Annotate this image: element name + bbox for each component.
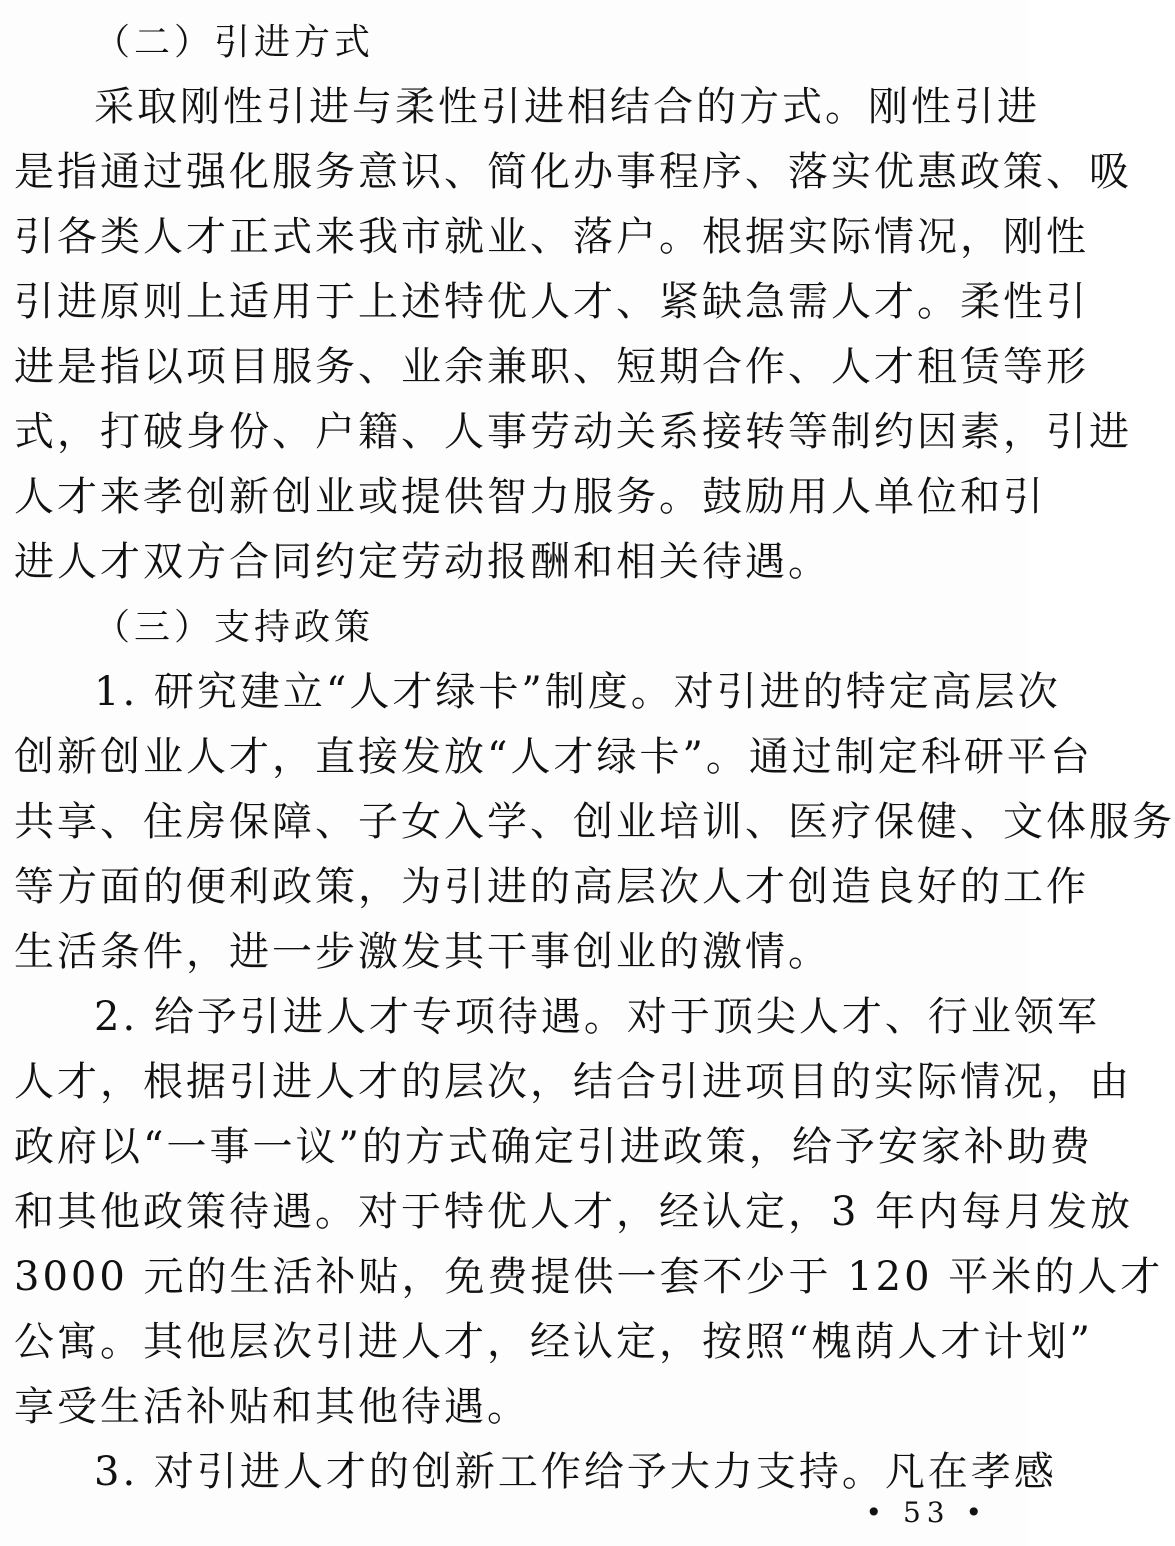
paragraph-line: 3. 对引进人才的创新工作给予大力支持。凡在孝感 <box>94 1449 1057 1495</box>
paragraph-line: 采取刚性引进与柔性引进相结合的方式。刚性引进 <box>94 84 1040 130</box>
paragraph-line: 引进原则上适用于上述特优人才、紧缺急需人才。柔性引 <box>14 279 1089 325</box>
paragraph-line: 3000 元的生活补贴，免费提供一套不少于 120 平米的人才 <box>14 1254 1164 1300</box>
document-body <box>14 10 1175 1505</box>
paragraph-line: 1. 研究建立“人才绿卡”制度。对引进的特定高层次 <box>94 669 1061 715</box>
paragraph-line: 人才来孝创新创业或提供智力服务。鼓励用人单位和引 <box>14 474 1046 520</box>
paragraph-innovation-support <box>14 1440 1057 1505</box>
paragraph-line: 公寓。其他层次引进人才，经认定，按照“槐荫人才计划” <box>14 1319 1093 1365</box>
paragraph-line: 政府以“一事一议”的方式确定引进政策，给予安家补助费 <box>14 1124 1093 1170</box>
paragraph-line: 和其他政策待遇。对于特优人才，经认定，3 年内每月发放 <box>14 1189 1134 1235</box>
paragraph-line: 享受生活补贴和其他待遇。 <box>14 1384 530 1430</box>
paragraph-special-treatment <box>14 985 1164 1440</box>
paragraph-line: 生活条件，进一步激发其干事创业的激情。 <box>14 929 831 975</box>
paragraph-line: 引各类人才正式来我市就业、落户。根据实际情况，刚性 <box>14 214 1089 260</box>
paragraph-line: 进人才双方合同约定劳动报酬和相关待遇。 <box>14 539 831 585</box>
paragraph-line: 式，打破身份、户籍、人事劳动关系接转等制约因素，引进 <box>14 409 1132 455</box>
paragraph-line: 共享、住房保障、子女入学、创业培训、医疗保健、文体服务 <box>14 799 1175 845</box>
paragraph-line: 进是指以项目服务、业余兼职、短期合作、人才租赁等形 <box>14 344 1089 390</box>
paragraph-line: 创新创业人才，直接发放“人才绿卡”。通过制定科研平台 <box>14 734 1093 780</box>
section-heading-support-policies: （三）支持政策 <box>94 607 375 648</box>
paragraph-line: 等方面的便利政策，为引进的高层次人才创造良好的工作 <box>14 864 1089 910</box>
paragraph-talent-green-card <box>14 660 1175 985</box>
section-heading-introduction-methods: （二）引进方式 <box>94 22 375 63</box>
paragraph-line: 人才，根据引进人才的层次，结合引进项目的实际情况，由 <box>14 1059 1132 1105</box>
paragraph-line: 是指通过强化服务意识、简化办事程序、落实优惠政策、吸 <box>14 149 1132 195</box>
paragraph-line: 2. 给予引进人才专项待遇。对于顶尖人才、行业领军 <box>94 994 1100 1040</box>
page-number: • 53 • <box>865 1496 988 1529</box>
paragraph-introduction-methods <box>14 75 1132 595</box>
